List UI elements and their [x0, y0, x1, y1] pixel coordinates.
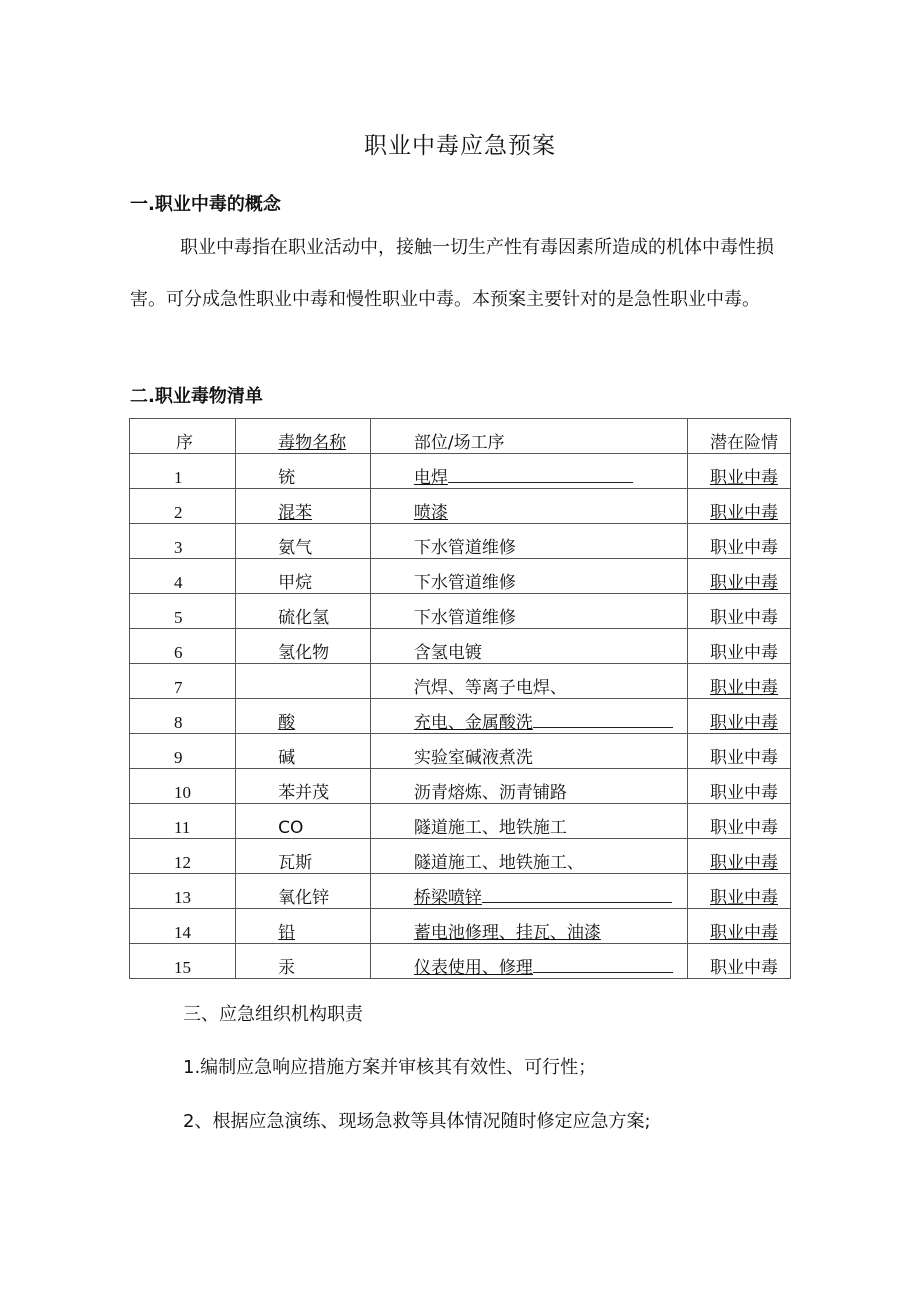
row-no-cell	[130, 909, 236, 944]
section3-heading: 三、应急组织机构职责	[183, 1004, 363, 1025]
row-place: 沥青熔炼、沥青铺路	[413, 783, 567, 803]
section2-heading: 二.职业毒物清单	[130, 386, 263, 407]
row-substance-name: 甲烷	[278, 573, 313, 593]
row-no: 13	[174, 888, 191, 907]
table-row	[130, 804, 791, 839]
row-no: 7	[174, 678, 183, 697]
table-row	[130, 874, 791, 909]
row-risk-cell	[687, 909, 790, 944]
row-place: 下水管道维修	[413, 608, 516, 628]
table-header-row	[130, 419, 791, 454]
row-risk-cell	[687, 769, 790, 804]
fill-in-line	[533, 726, 673, 728]
row-substance-name: 铅	[278, 923, 296, 943]
row-risk-cell	[687, 489, 790, 524]
row-substance-name: 碱	[278, 748, 296, 768]
table-row	[130, 454, 791, 489]
table-row	[130, 594, 791, 629]
section1-heading: 一.职业中毒的概念	[130, 194, 281, 215]
header-risk: 潜在险情	[687, 419, 790, 454]
row-place-cell	[370, 839, 687, 874]
row-no-cell	[130, 839, 236, 874]
table-row	[130, 629, 791, 664]
row-substance-name: 硫化氢	[278, 608, 330, 628]
row-no-cell	[130, 524, 236, 559]
row-risk-cell	[687, 559, 790, 594]
row-place-cell	[370, 594, 687, 629]
table-row	[130, 489, 791, 524]
row-risk-cell	[687, 594, 790, 629]
row-risk: 职业中毒	[710, 503, 778, 523]
document-title: 职业中毒应急预案	[364, 133, 556, 159]
row-place-cell	[370, 629, 687, 664]
row-place: 蓄电池修理、挂瓦、油漆	[413, 923, 601, 943]
table-row	[130, 909, 791, 944]
row-place: 实验室碱液煮洗	[413, 748, 533, 768]
row-substance-name: 汞	[278, 958, 296, 978]
row-substance-name-cell	[236, 454, 371, 489]
row-substance-name: 铳	[278, 468, 296, 488]
row-no-cell	[130, 594, 236, 629]
row-no-cell	[130, 699, 236, 734]
fill-in-line	[533, 971, 673, 973]
row-risk-cell	[687, 664, 790, 699]
row-substance-name-cell	[236, 594, 371, 629]
row-substance-name-cell	[236, 874, 371, 909]
row-risk: 职业中毒	[710, 678, 778, 698]
row-no-cell	[130, 489, 236, 524]
row-no-cell	[130, 559, 236, 594]
row-risk: 职业中毒	[710, 783, 778, 803]
row-no-cell	[130, 769, 236, 804]
row-risk: 职业中毒	[710, 608, 778, 628]
row-risk: 职业中毒	[710, 888, 778, 908]
row-no: 1	[174, 468, 183, 487]
row-no: 6	[174, 643, 183, 662]
row-risk: 职业中毒	[710, 923, 778, 943]
row-substance-name-cell	[236, 839, 371, 874]
row-place-cell	[370, 874, 687, 909]
row-substance-name-cell	[236, 664, 371, 699]
header-place: 部位/场工序	[370, 419, 687, 454]
row-risk: 职业中毒	[710, 538, 778, 558]
row-place: 含氢电镀	[413, 643, 482, 663]
row-substance-name: 苯并茂	[278, 783, 330, 803]
row-no: 14	[174, 923, 191, 942]
row-no: 3	[174, 538, 183, 557]
row-substance-name: 氢化物	[278, 643, 330, 663]
row-substance-name-cell	[236, 559, 371, 594]
row-place-cell	[370, 769, 687, 804]
header-name: 毒物名称	[236, 419, 371, 454]
section3-item1: 1.编制应急响应措施方案并审核其有效性、可行性；	[183, 1057, 597, 1078]
row-risk: 职业中毒	[710, 958, 778, 978]
row-place-cell	[370, 454, 687, 489]
row-no: 11	[174, 818, 191, 837]
row-substance-name-cell	[236, 524, 371, 559]
row-substance-name-cell	[236, 699, 371, 734]
row-place: 下水管道维修	[413, 573, 516, 593]
row-place-cell	[370, 944, 687, 979]
row-place-cell	[370, 664, 687, 699]
table-row	[130, 699, 791, 734]
fill-in-line	[448, 481, 633, 483]
table-row	[130, 664, 791, 699]
header-no: 序	[130, 419, 236, 454]
row-substance-name-cell	[236, 769, 371, 804]
row-risk-cell	[687, 699, 790, 734]
row-substance-name: 混苯	[278, 503, 313, 523]
row-place-cell	[370, 524, 687, 559]
table-row	[130, 944, 791, 979]
row-place: 电焊	[413, 468, 448, 488]
row-risk: 职业中毒	[710, 713, 778, 733]
row-place: 隧道施工、地铁施工	[413, 818, 567, 838]
row-risk: 职业中毒	[710, 643, 778, 663]
table-row	[130, 769, 791, 804]
row-place-cell	[370, 804, 687, 839]
row-risk-cell	[687, 804, 790, 839]
row-risk: 职业中毒	[710, 853, 778, 873]
row-no: 10	[174, 783, 191, 802]
row-risk-cell	[687, 839, 790, 874]
row-substance-name: 氨气	[278, 538, 313, 558]
row-risk-cell	[687, 734, 790, 769]
row-no-cell	[130, 664, 236, 699]
row-risk: 职业中毒	[710, 468, 778, 488]
row-no: 12	[174, 853, 191, 872]
row-no-cell	[130, 944, 236, 979]
row-place: 桥梁喷锌	[413, 888, 482, 908]
row-risk-cell	[687, 454, 790, 489]
row-risk-cell	[687, 629, 790, 664]
table-row	[130, 839, 791, 874]
row-risk: 职业中毒	[710, 748, 778, 768]
row-place-cell	[370, 909, 687, 944]
row-no: 15	[174, 958, 191, 977]
row-substance-name: CO	[278, 818, 304, 838]
row-risk: 职业中毒	[710, 573, 778, 593]
row-place: 仪表使用、修理	[413, 958, 533, 978]
row-place-cell	[370, 489, 687, 524]
row-place: 充电、金属酸洗	[413, 713, 533, 733]
row-no-cell	[130, 629, 236, 664]
row-place: 隧道施工、地铁施工、	[413, 853, 584, 873]
row-no: 4	[174, 573, 183, 592]
row-no-cell	[130, 454, 236, 489]
row-substance-name-cell	[236, 489, 371, 524]
row-risk-cell	[687, 874, 790, 909]
row-substance-name-cell	[236, 804, 371, 839]
row-no-cell	[130, 804, 236, 839]
row-no: 8	[174, 713, 183, 732]
toxic-substances-table	[129, 418, 791, 979]
row-place-cell	[370, 559, 687, 594]
row-substance-name: 氧化锌	[278, 888, 330, 908]
row-place: 下水管道维修	[413, 538, 516, 558]
row-place: 喷漆	[413, 503, 448, 523]
fill-in-line	[482, 901, 672, 903]
table-row	[130, 524, 791, 559]
row-no: 9	[174, 748, 183, 767]
row-substance-name-cell	[236, 734, 371, 769]
section1-body: 职业中毒指在职业活动中，接触一切生产性有毒因素所造成的机体中毒性损害。可分成急性职业中毒和慢性职业中毒。本预案主要针对的是急性职业中毒。	[130, 237, 774, 310]
row-risk-cell	[687, 524, 790, 559]
row-substance-name-cell	[236, 629, 371, 664]
section3-item2: 2、根据应急演练、现场急救等具体情况随时修定应急方案;	[183, 1111, 651, 1132]
row-risk-cell	[687, 944, 790, 979]
table-row	[130, 559, 791, 594]
row-place: 汽焊、等离子电焊、	[413, 678, 567, 698]
row-no-cell	[130, 734, 236, 769]
row-no: 2	[174, 503, 183, 522]
row-substance-name: 瓦斯	[278, 853, 313, 873]
row-no-cell	[130, 874, 236, 909]
row-risk: 职业中毒	[710, 818, 778, 838]
row-substance-name: 酸	[278, 713, 296, 733]
row-place-cell	[370, 734, 687, 769]
row-substance-name-cell	[236, 909, 371, 944]
row-place-cell	[370, 699, 687, 734]
row-no: 5	[174, 608, 183, 627]
row-substance-name-cell	[236, 944, 371, 979]
table-row	[130, 734, 791, 769]
